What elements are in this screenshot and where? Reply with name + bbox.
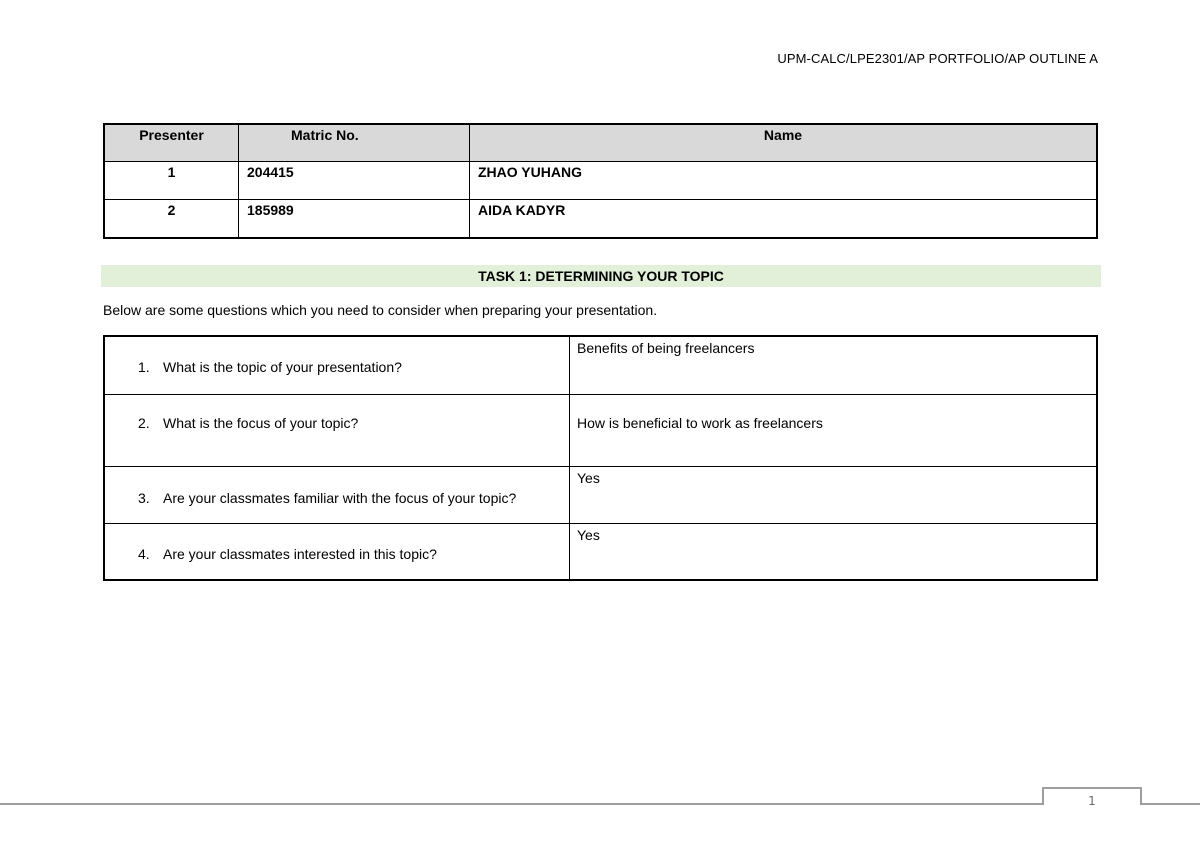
answer-text: Benefits of being freelancers [577, 340, 755, 356]
table-row [104, 466, 1097, 523]
question-text: Are your classmates familiar with the focus of your topic? [163, 489, 517, 506]
table-row [104, 394, 1097, 466]
name-column-header: Name [470, 124, 1098, 162]
questions-table [103, 335, 1098, 581]
answer-text: Yes [577, 526, 600, 543]
presenter-name: AIDA KADYR [470, 200, 1098, 239]
question-number: 2. [138, 414, 150, 431]
matric-number: 185989 [239, 200, 470, 239]
table-row [104, 162, 1097, 200]
question-text: What is the focus of your topic? [163, 414, 359, 431]
question-cell [104, 523, 570, 580]
matric-column-header: Matric No. [239, 124, 470, 162]
presenter-name: ZHAO YUHANG [470, 162, 1098, 200]
question-number: 1. [138, 359, 150, 375]
answer-text: Yes [577, 469, 600, 486]
presenter-number: 2 [104, 200, 239, 239]
presenter-number: 1 [104, 162, 239, 200]
table-row [104, 523, 1097, 580]
matric-number: 204415 [239, 162, 470, 200]
answer-text: How is beneficial to work as freelancers [577, 414, 823, 431]
document-reference: UPM-CALC/LPE2301/AP PORTFOLIO/AP OUTLINE A [777, 51, 1098, 66]
presenters-header-row [104, 124, 1097, 162]
question-cell [104, 466, 570, 523]
presenters-table [103, 123, 1098, 239]
question-cell [104, 336, 570, 394]
table-row [104, 336, 1097, 394]
question-text: Are your classmates interested in this topic? [163, 545, 437, 562]
answer-cell[interactable] [570, 336, 1098, 394]
presenter-column-header: Presenter [104, 124, 239, 162]
answer-cell[interactable] [570, 394, 1098, 466]
answer-cell[interactable] [570, 466, 1098, 523]
table-row [104, 200, 1097, 239]
task-intro: Below are some questions which you need to consider when preparing your presentation. [103, 302, 658, 318]
question-cell [104, 394, 570, 466]
page-number: 1 [1042, 787, 1142, 805]
question-text: What is the topic of your presentation? [163, 359, 402, 375]
question-number: 4. [138, 545, 150, 562]
answer-cell[interactable] [570, 523, 1098, 580]
footer-divider [0, 803, 1200, 805]
question-number: 3. [138, 489, 150, 506]
task-title: TASK 1: DETERMINING YOUR TOPIC [101, 265, 1101, 287]
